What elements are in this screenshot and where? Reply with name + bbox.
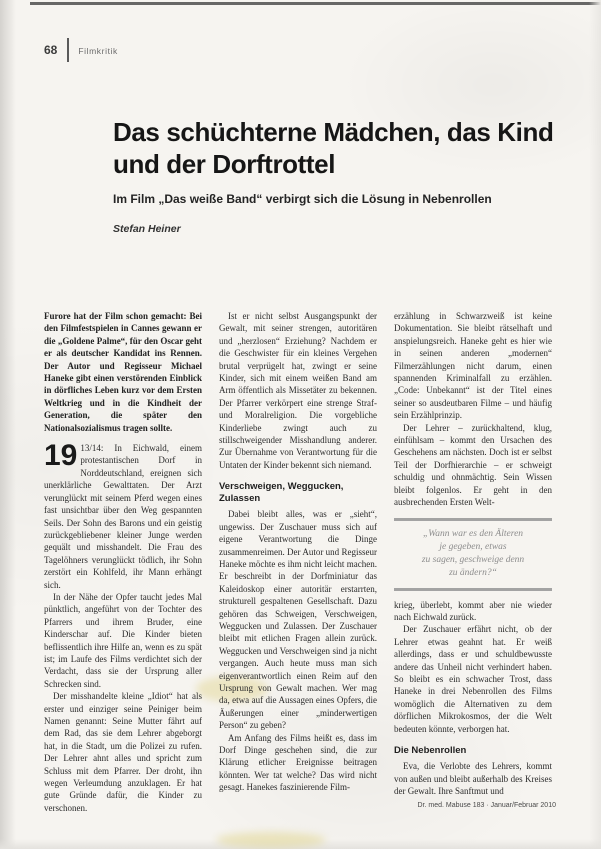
body-paragraph: Am Anfang des Films heißt es, dass im Dorf Dinge geschehen sind, die zur Klärung etlicher Ereignisse beitragen könnten. Wer tat welche? Das wird nicht gesagt. Hanekes faszinierende Film-	[219, 732, 377, 793]
article-title-line2: und der Dorftrottel	[113, 149, 336, 179]
article-title-line1: Das schüchterne Mädchen, das Kind	[113, 117, 554, 147]
article-body	[44, 310, 554, 814]
body-paragraph: Dabei bleibt alles, was er „sieht“, ungewiss. Der Zuschauer muss sich auf eigene Verantwortung die Dinge zusammenreimen. Der Autor und Regisseur Haneke möchte es ihm nicht leicht machen. Er beschreibt in der Dorfminiatur das Kaleidoskop einer autoritär erstarrten, strukturell gespaltenen Gesellschaft. Dazu gehören das Schweigen, Verschweigen, Weggucken und Zulassen. Der Zuschauer bleibt mit etlichen Fragen allein zurück. Weggucken und Verschweigen sind ja nicht vergangen. Auch heute muss man sich eigenverantwortlich einen Reim auf den Ursprung von Gewalt machen. Wer mag da, etwa auf die Aussagen eines Opfers, die Äußerungen einer „minderwertigen Person“ zu geben?	[219, 509, 377, 731]
body-paragraph	[44, 439, 202, 591]
pull-quote	[394, 518, 552, 591]
section-label: Filmkritik	[78, 46, 118, 56]
column-1	[44, 310, 202, 814]
body-paragraph: Der misshandelte kleine „Idiot“ hat als erster und einziger seine Peiniger beim Namen genannt: Seine Mutter fährt auf dem Rad, das sie dem Lehrer abgeborgt hat, in die Stadt, um die Polizei zu rufen. Der Lehrer ahnt alles und spricht zum Schluss mit dem Pfarrer. Der droht, ihn wegen Verleumdung anzuklagen. Er hat gute Gründe dafür, die Kinder zu verschonen.	[44, 691, 202, 813]
article-title	[113, 116, 563, 180]
pull-quote-line: zu ändern?“	[449, 567, 497, 578]
article-subtitle: Im Film „Das weiße Band“ verbirgt sich die Lösung in Nebenrollen	[113, 192, 492, 206]
page-number: 68	[44, 43, 58, 57]
body-paragraph: krieg, überlebt, kommt aber nie wieder nach Eichwald zurück.	[394, 599, 552, 622]
pull-quote-line: je gegeben, etwas	[439, 541, 507, 552]
scan-bottom-edge	[0, 839, 601, 849]
scan-left-edge	[0, 0, 16, 849]
article-header	[113, 116, 563, 235]
header-divider	[67, 38, 69, 62]
body-paragraph: erzählung in Schwarzweiß ist keine Dokumentation. Sie bleibt rätselhaft und anspielungsreich. Haneke geht es hier wie in seinen anderen „modernen“ Filmerzählungen nicht darum, einen spannenden Kriminalfall zu erzählen. „Code: Unbekannt“ ist der Titel eines seiner so ausdeutbaren Filme – und häufig sein Erzählprinzip.	[394, 311, 552, 421]
lead-paragraph: Furore hat der Film schon gemacht: Bei den Filmfestspielen in Cannes gewann er die „Goldene Palme“, für den Oscar geht er als deutscher Kandidat ins Rennen. Der Autor und Regisseur Michael Haneke gibt einen verstörenden Einblick in dörfliches Leben kurz vor dem Ersten Weltkrieg und in die Kindheit der Generation, die später den Nationalsozialismus tragen sollte.	[44, 311, 202, 433]
column-2	[219, 310, 377, 814]
article-author: Stefan Heiner	[113, 223, 181, 235]
body-paragraph: In der Nähe der Opfer taucht jedes Mal pünktlich, angeführt von der Tochter des Pfarrers und ihrem Bruder, eine Kinderschar auf. Die Kinder bieten beflissentlich ihre Hilfe an, wenn es zu spät ist; im Laufe des Films verdichtet sich der Verdacht, dass sie der Ursprung aller Schrecken sind.	[44, 591, 202, 689]
pull-quote-line: zu sagen, geschweige denn	[421, 554, 525, 565]
drop-cap: 19	[44, 439, 78, 473]
pull-quote-line: „Wann war es den Älteren	[422, 528, 524, 539]
scan-edge-line	[30, 2, 601, 5]
paragraph-text: 13/14: In Eichwald, einem protestantischen Dorf in Norddeutschland, ereignen sich unerklärliche Gewalttaten. Der Arzt verunglückt mit seinem Pferd wegen eines fast unsichtbar über den Weg gespannten Seils. Der Sohn des Barons und ein geistig zurückgebliebener kleiner Junge werden gequält und misshandelt. Die Frau des Tagelöhners verunglückt tödlich, ihr Sohn zerstört ein Kohlfeld, ihr Mann erhängt sich.	[44, 443, 202, 590]
subheading-verschweigen: Verschweigen, Weggucken, Zulassen	[219, 481, 344, 504]
page-header	[44, 38, 118, 62]
scan-right-edge	[589, 0, 601, 849]
column-3	[394, 310, 552, 814]
body-paragraph: Ist er nicht selbst Ausgangspunkt der Gewalt, mit seiner strengen, autoritären und „herzlosen“ Erziehung? Nachdem er die Geschwister für ein kleines Vergehen brutal verprügelt hat, zwingt er seine Kinder, sich mit einem weißen Band am Arm öffentlich als Missetäter zu bekennen. Der Pfarrer verkörpert eine strenge Straf- und Moralreligion. Die vorgebliche Kinderliebe zwingt auch zu stillschweigender Misshandlung anderer. Zur Übernahme von Verantwortung für die Untaten der Kinder bekennt sich niemand.	[219, 311, 377, 470]
body-paragraph: Der Zuschauer erfährt nicht, ob der Lehrer etwas geahnt hat. Er weiß allerdings, dass er und schuldbewusste andere das Unheil nicht verhindert haben. So bleibt es ein schwacher Trost, dass Haneke in drei Nebenrollen des Films womöglich die Alternativen zu dem dörflichen Mikrokosmos, der die Welt bedeuten könnte, verborgen hat.	[394, 624, 552, 734]
subheading-nebenrollen: Die Nebenrollen	[394, 744, 467, 756]
page-footer: Dr. med. Mabuse 183 · Januar/Februar 2010	[417, 802, 556, 809]
body-paragraph: Eva, die Verlobte des Lehrers, kommt von außen und bleibt außerhalb des Kreises der Gewalt. Ihre Sanftmut und	[394, 761, 552, 797]
body-paragraph: Der Lehrer – zurückhaltend, klug, einfühlsam – kommt den Ursachen des Geschehens am nächsten. Doch ist er selbst Teil der Dorfhierarchie – er schweigt schuldig und ohnmächtig. Sein Wissen bleibt folgenlos. Er geht in den ausbrechenden Ersten Welt-	[394, 422, 552, 508]
